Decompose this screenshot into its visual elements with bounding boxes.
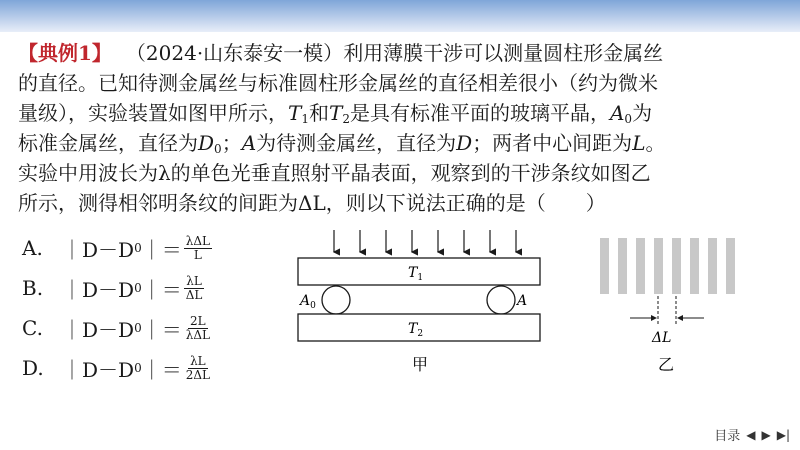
- question-tag: 【典例1】: [18, 41, 112, 65]
- plate-t2-label: $T_2$: [408, 321, 424, 339]
- question-line-6: 所示，测得相邻明条纹的间距为ΔL，则以下说法正确的是（ ）: [18, 191, 606, 215]
- toc-link[interactable]: 目录: [714, 429, 741, 444]
- wire-a0-label: $A_0$: [300, 293, 316, 311]
- option-b-fraction: $\frac{\lambda L}{\Delta L}$: [185, 273, 203, 302]
- answer-options: [22, 228, 212, 388]
- figure-yi-caption: 乙: [658, 355, 675, 374]
- option-b[interactable]: B. ｜D－D 0 ｜＝ $\frac{\lambda L}{\Delta L}$: [22, 273, 203, 302]
- slide-nav: [714, 425, 790, 444]
- question-text: [18, 38, 788, 218]
- last-slide-icon[interactable]: ▶|: [776, 427, 790, 442]
- option-c[interactable]: C. ｜D－D 0 ｜＝ $\frac{2L}{\text{λΔL}}$: [22, 313, 210, 342]
- question-line-3: 量级），实验装置如图甲所示，$T_1$和$T_2$是具有标准平面的玻璃平晶，$A_0$为: [18, 101, 653, 126]
- prev-slide-icon[interactable]: ◀: [746, 427, 756, 442]
- figure-yi: [596, 238, 746, 378]
- question-line-5: 实验中用波长为λ的单色光垂直照射平晶表面，观察到的干涉条纹如图乙: [18, 161, 651, 185]
- plate-t1-label: $T_1$: [408, 265, 424, 283]
- question-line-4: 标准金属丝，直径为$D_0$；A为待测金属丝，直径为D；两者中心间距为L。: [18, 131, 666, 156]
- option-a[interactable]: A. ｜D－D 0 ｜＝ $\frac{\text{λΔL}}{L}$: [22, 233, 210, 262]
- wire-a0: [322, 286, 350, 314]
- wire-a: [487, 286, 515, 314]
- question-line-1: 【典例1】 （2024·山东泰安一模）利用薄膜干涉可以测量圆柱形金属丝: [18, 38, 788, 68]
- figure-jia-caption: 甲: [412, 355, 429, 374]
- option-c-fraction: $\frac{2L}{\text{λΔL}}$: [185, 313, 210, 342]
- option-d[interactable]: D. ｜D－D 0 ｜＝ $\frac{\lambda L}{2\Delta L}$: [22, 353, 210, 382]
- next-slide-icon[interactable]: ▶: [761, 427, 771, 442]
- header-bar: [0, 0, 800, 32]
- incident-light-arrows: [334, 230, 516, 252]
- option-d-fraction: $\frac{\lambda L}{2\Delta L}$: [185, 353, 210, 382]
- fringe-spacing-label: ΔL: [652, 330, 672, 346]
- question-source: （2024·山东泰安一模）: [125, 41, 344, 65]
- figure-jia: [290, 228, 550, 378]
- interference-fringes: [600, 238, 735, 294]
- wire-a-label: A: [517, 293, 528, 309]
- option-a-fraction: $\frac{\text{λΔL}}{L}$: [185, 233, 210, 262]
- question-line-2: 的直径。已知待测金属丝与标准圆柱形金属丝的直径相差很小（约为微米: [18, 71, 658, 95]
- fringe-spacing-marker: [630, 296, 704, 324]
